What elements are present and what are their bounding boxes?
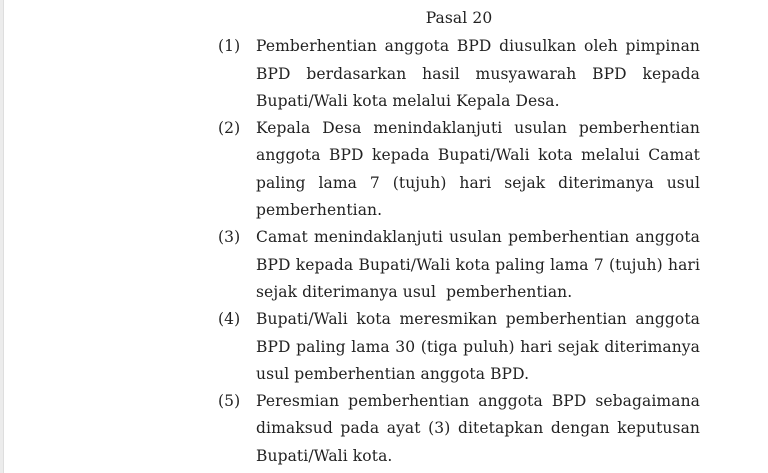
- item-number: (4): [218, 310, 241, 329]
- item-line: Pemberhentian anggota BPD diusulkan oleh pimpinan: [256, 37, 700, 56]
- item-line: BPD berdasarkan hasil musyawarah BPD kepada: [256, 64, 700, 83]
- article-clauses: [218, 33, 700, 470]
- item-line: BPD kepada Bupati/Wali kota paling lama 7 (tujuh) hari: [256, 255, 700, 274]
- list-item: [218, 306, 700, 388]
- list-item: [218, 224, 700, 306]
- document-content: [218, 5, 700, 470]
- list-item: [218, 33, 700, 115]
- item-line: dimaksud pada ayat (3) ditetapkan dengan keputusan: [256, 419, 700, 438]
- item-line: Camat menindaklanjuti usulan pemberhentian anggota: [256, 228, 700, 247]
- item-number: (3): [218, 228, 241, 247]
- item-line: Bupati/Wali kota.: [256, 446, 393, 465]
- list-item: [218, 388, 700, 470]
- list-item: [218, 115, 700, 224]
- item-line: sejak diterimanya usul pemberhentian.: [256, 282, 573, 301]
- item-line: anggota BPD kepada Bupati/Wali kota melalui Camat: [256, 146, 700, 165]
- item-line: Bupati/Wali kota melalui Kepala Desa.: [256, 91, 560, 110]
- item-number: (1): [218, 37, 241, 56]
- article-title: Pasal 20: [425, 9, 493, 27]
- item-number: (2): [218, 119, 241, 138]
- item-text: [256, 224, 700, 306]
- item-text: [256, 388, 700, 470]
- item-line: pemberhentian.: [256, 201, 383, 220]
- item-text: [256, 115, 700, 224]
- item-line: Kepala Desa menindaklanjuti usulan pemberhentian: [256, 119, 700, 138]
- page-edge: [0, 0, 4, 473]
- item-line: BPD paling lama 30 (tiga puluh) hari sejak diterimanya: [256, 337, 700, 356]
- item-text: [256, 306, 700, 388]
- item-line: Peresmian pemberhentian anggota BPD sebagaimana: [256, 392, 700, 411]
- item-line: usul pemberhentian anggota BPD.: [256, 364, 530, 383]
- item-line: Bupati/Wali kota meresmikan pemberhentian anggota: [256, 310, 700, 329]
- item-line: paling lama 7 (tujuh) hari sejak diterimanya usul: [256, 173, 700, 192]
- item-number: (5): [218, 392, 241, 411]
- item-text: [256, 33, 700, 115]
